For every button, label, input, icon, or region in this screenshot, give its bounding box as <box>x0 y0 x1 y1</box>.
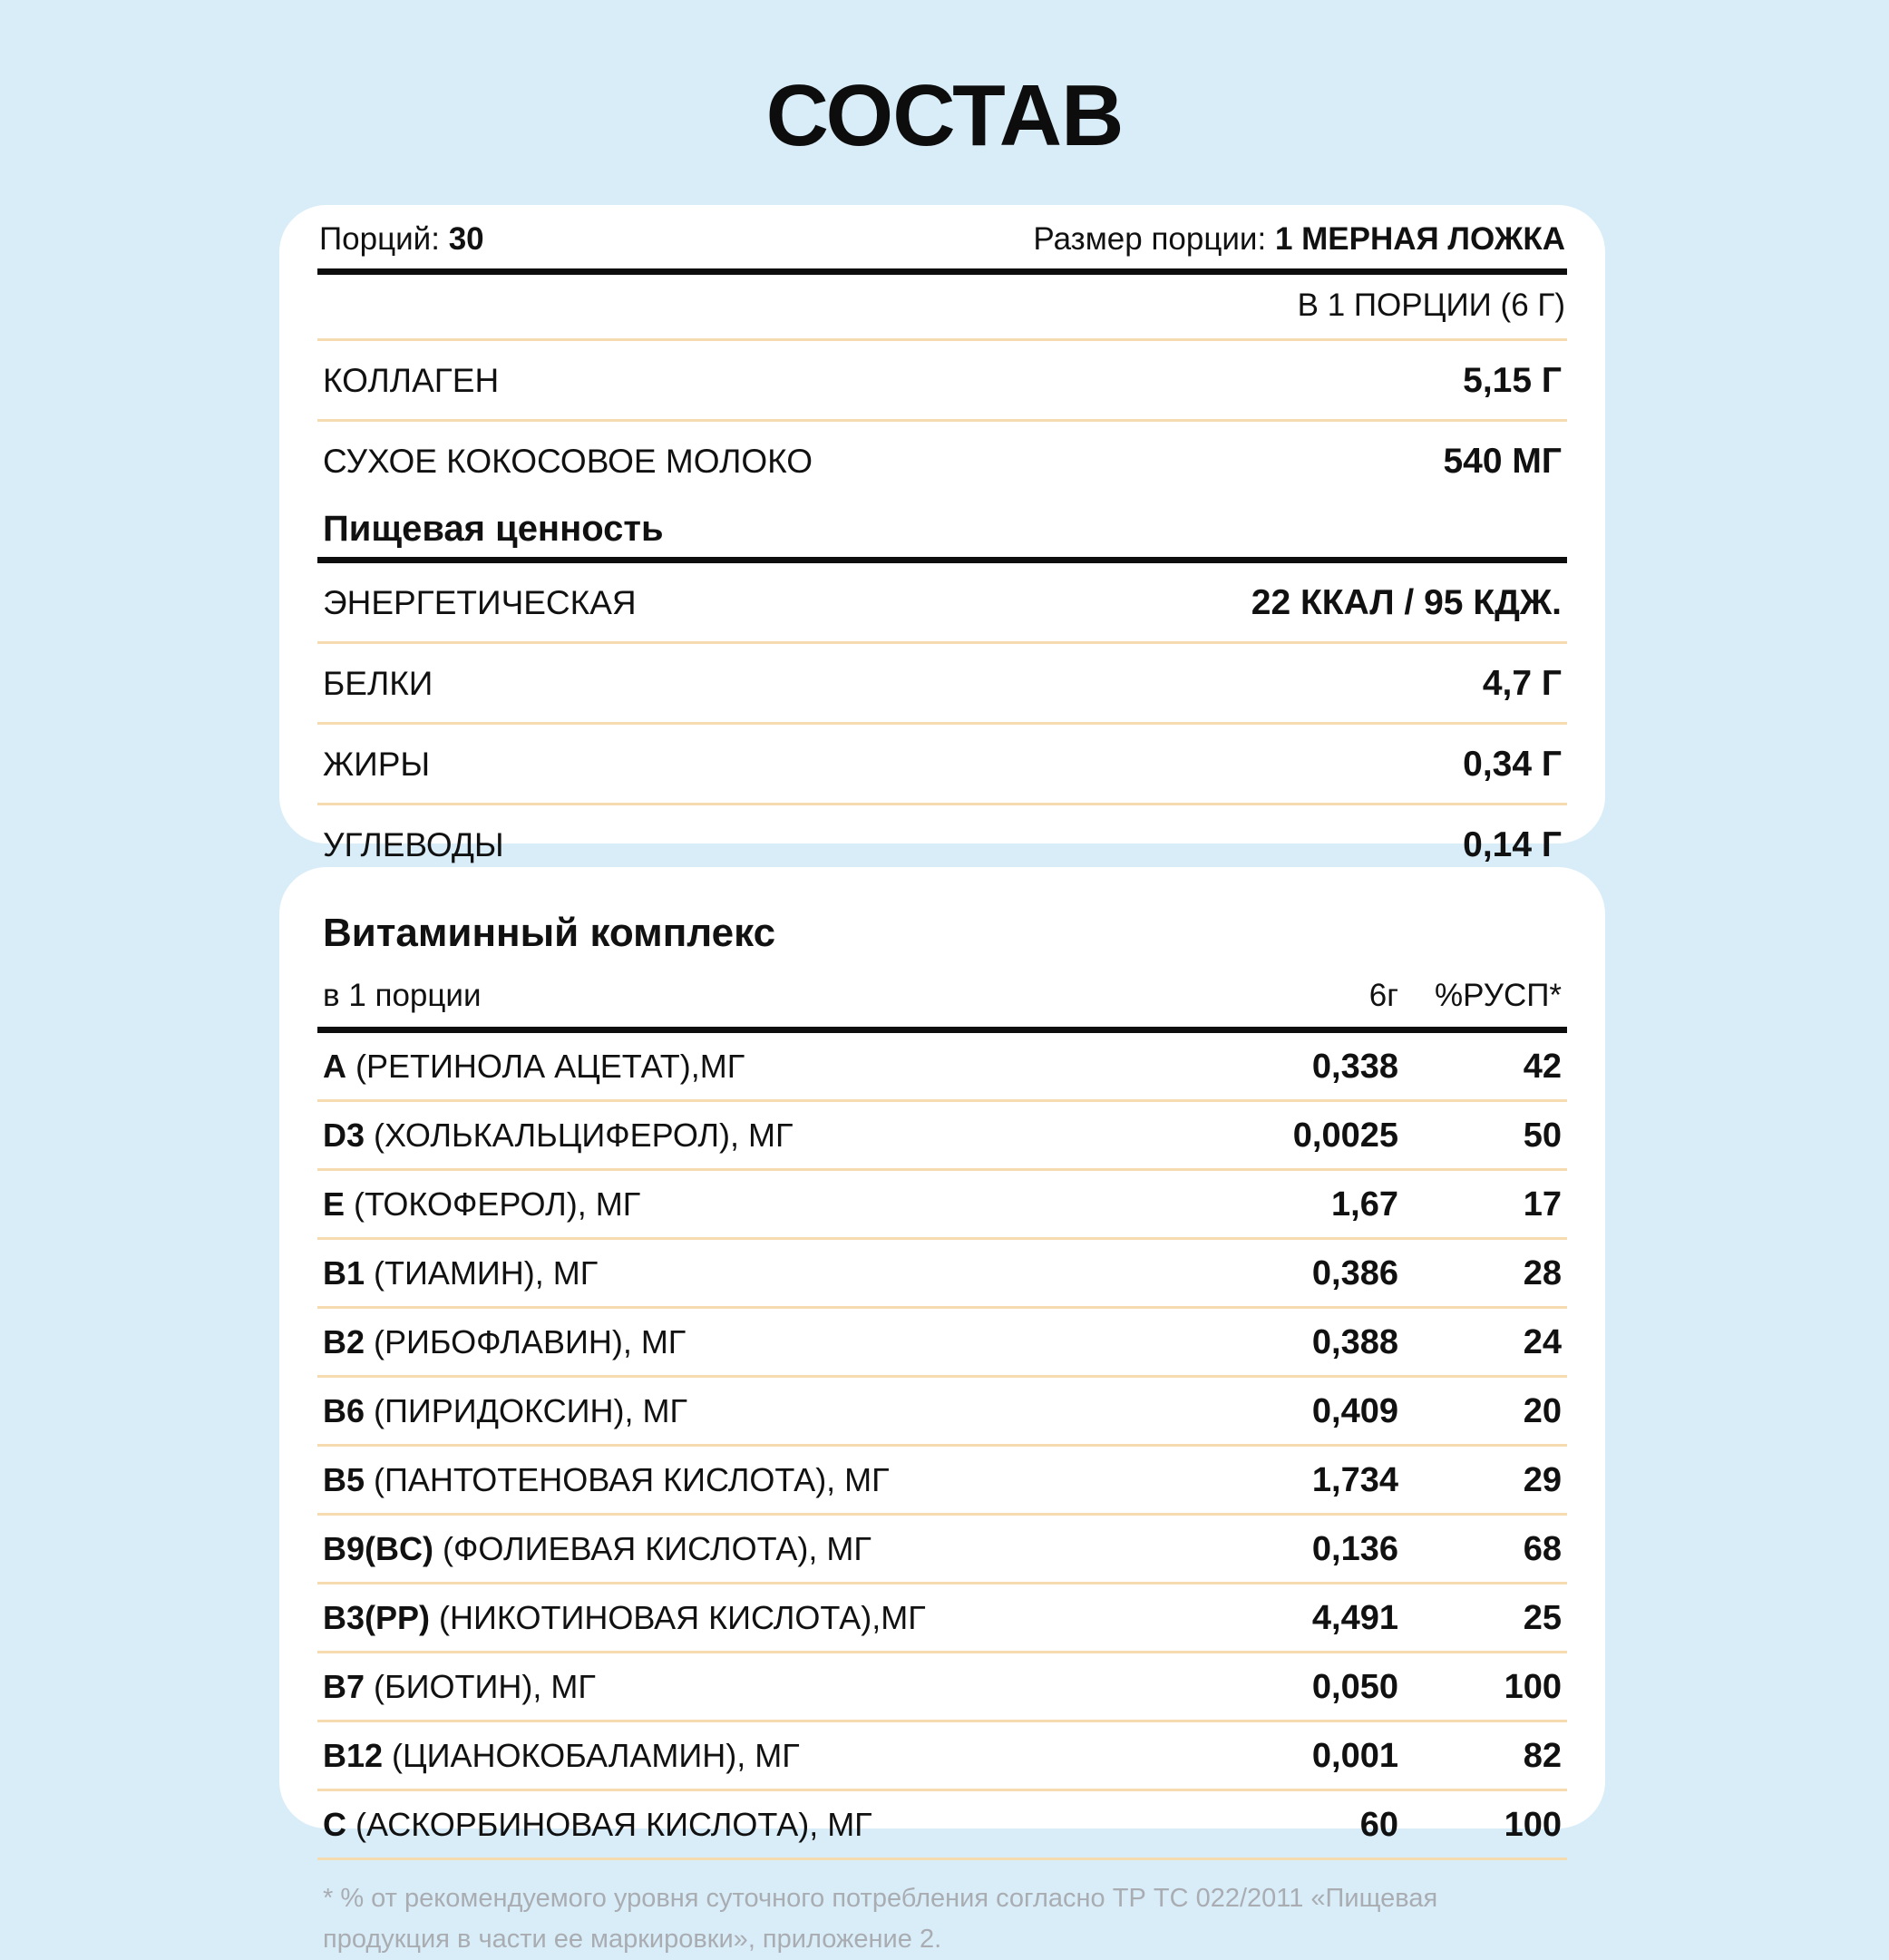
page-title: СОСТАВ <box>765 67 1124 164</box>
vitamin-percent: 24 <box>1523 1323 1562 1361</box>
nutrient-name: БЕЛКИ <box>323 665 433 702</box>
servings-label: Порций: <box>319 221 440 257</box>
vitamin-percent: 29 <box>1523 1461 1562 1499</box>
column-header-percent: %РУСП* <box>1435 978 1562 1013</box>
table-row <box>317 1033 1567 1099</box>
ingredient-amount: 5,15 Г <box>1463 361 1562 400</box>
ingredient-name: СУХОЕ КОКОСОВОЕ МОЛОКО <box>323 443 813 480</box>
vitamin-description: (ПАНТОТЕНОВАЯ КИСЛОТА), МГ <box>365 1461 890 1498</box>
ingredient-name: КОЛЛАГЕН <box>323 362 500 399</box>
servings-per-container <box>319 221 484 258</box>
vitamin-name <box>323 1806 1181 1844</box>
vitamin-percent: 17 <box>1523 1185 1562 1224</box>
vitamin-percent: 100 <box>1504 1668 1562 1706</box>
table-row <box>317 1447 1567 1513</box>
vitamin-code: B2 <box>323 1323 365 1360</box>
table-row <box>317 644 1567 722</box>
vitamin-amount: 4,491 <box>1311 1599 1398 1637</box>
nutrient-amount: 0,14 Г <box>1463 825 1562 864</box>
vitamin-percent: 68 <box>1523 1530 1562 1568</box>
table-row <box>317 1516 1567 1582</box>
table-row <box>317 422 1567 500</box>
vitamin-code: A <box>323 1048 346 1085</box>
nutrient-name: УГЛЕВОДЫ <box>323 826 504 863</box>
table-row <box>317 1585 1567 1651</box>
vitamin-name <box>323 1254 1181 1292</box>
vitamin-complex-card <box>279 867 1605 1954</box>
table-row <box>317 1102 1567 1168</box>
vitamin-amount: 0,338 <box>1311 1048 1398 1086</box>
serving-size-info <box>484 221 1565 258</box>
serving-size-value: 1 МЕРНАЯ ЛОЖКА <box>1274 221 1565 257</box>
vitamin-description: (ФОЛИЕВАЯ КИСЛОТА), МГ <box>433 1530 871 1567</box>
vitamin-name <box>323 1048 1181 1086</box>
vitamin-amount: 1,67 <box>1331 1185 1398 1224</box>
table-row <box>317 1309 1567 1375</box>
vitamin-percent: 20 <box>1523 1392 1562 1430</box>
vitamin-amount: 0,386 <box>1311 1254 1398 1292</box>
nutrient-name: ЖИРЫ <box>323 746 431 783</box>
vitamin-amount: 0,050 <box>1311 1668 1398 1706</box>
table-row <box>317 1653 1567 1720</box>
vitamin-percent: 82 <box>1523 1737 1562 1775</box>
vitamin-code: B6 <box>323 1392 365 1429</box>
vitamin-percent: 100 <box>1504 1806 1562 1844</box>
table-row <box>317 1722 1567 1789</box>
vitamin-name <box>323 1530 1181 1568</box>
vitamin-description: (РИБОФЛАВИН), МГ <box>365 1323 686 1360</box>
vitamin-code: B7 <box>323 1668 365 1705</box>
vitamin-name <box>323 1392 1181 1430</box>
vitamin-code: C <box>323 1806 346 1843</box>
vitamin-name <box>323 1323 1181 1361</box>
vitamin-amount: 60 <box>1359 1806 1398 1844</box>
table-row <box>317 1171 1567 1237</box>
vitamin-complex-heading: Витаминный комплекс <box>323 911 776 955</box>
vitamin-percent: 42 <box>1523 1048 1562 1086</box>
vitamin-name <box>323 1668 1181 1706</box>
vitamin-name <box>323 1185 1181 1224</box>
table-row <box>317 341 1567 419</box>
table-row <box>317 1378 1567 1444</box>
ingredient-amount: 540 МГ <box>1443 442 1562 481</box>
vitamin-percent: 50 <box>1523 1117 1562 1155</box>
vitamin-percent: 25 <box>1523 1599 1562 1637</box>
vitamin-amount: 0,0025 <box>1292 1117 1398 1155</box>
vitamin-amount: 0,136 <box>1311 1530 1398 1568</box>
vitamin-name <box>323 1117 1181 1155</box>
vitamin-description: (ЦИАНОКОБАЛАМИН), МГ <box>383 1737 800 1774</box>
table-row <box>317 725 1567 803</box>
vitamin-description: (БИОТИН), МГ <box>365 1668 596 1705</box>
per-serving-header-row <box>317 275 1567 338</box>
nutrition-facts-card <box>279 205 1605 864</box>
vitamin-amount: 0,409 <box>1311 1392 1398 1430</box>
vitamin-name <box>323 1599 1181 1637</box>
vitamin-amount: 0,388 <box>1311 1323 1398 1361</box>
table-row <box>317 563 1567 641</box>
vitamin-description: (РЕТИНОЛА АЦЕТАТ),МГ <box>346 1048 745 1085</box>
divider-thick <box>317 1027 1567 1033</box>
vitamin-code: E <box>323 1185 346 1223</box>
servings-value: 30 <box>448 221 484 257</box>
vitamin-table-header <box>317 972 1567 1027</box>
column-header-amount: 6г <box>1368 978 1398 1013</box>
nutrition-value-heading: Пищевая ценность <box>323 509 664 549</box>
vitamin-description: (АСКОРБИНОВАЯ КИСЛОТА), МГ <box>346 1806 872 1843</box>
vitamin-code: B3(PP) <box>323 1599 431 1636</box>
per-serving-header: В 1 ПОРЦИИ (6 Г) <box>1297 288 1565 323</box>
vitamin-description: (ХОЛЬКАЛЬЦИФЕРОЛ), МГ <box>365 1117 794 1154</box>
vitamin-description: (ТОКОФЕРОЛ), МГ <box>345 1185 641 1223</box>
divider-thick <box>317 557 1567 563</box>
serving-size-label: Размер порции: <box>1033 221 1267 257</box>
vitamin-amount: 1,734 <box>1311 1461 1398 1499</box>
vitamin-name <box>323 1461 1181 1499</box>
vitamin-code: B5 <box>323 1461 365 1498</box>
vitamin-code: B1 <box>323 1254 365 1292</box>
column-header-label: в 1 порции <box>323 978 482 1013</box>
vitamin-amount: 0,001 <box>1311 1737 1398 1775</box>
serving-info-row <box>317 205 1567 268</box>
vitamin-description: (ТИАМИН), МГ <box>365 1254 599 1292</box>
footnote-text: * % от рекомендуемого уровня суточного потребления согласно ТР ТС 022/2011 «Пищевая продукция в части ее маркировки», приложение 2. <box>323 1884 1438 1954</box>
vitamin-description: (НИКОТИНОВАЯ КИСЛОТА),МГ <box>430 1599 926 1636</box>
nutrient-amount: 4,7 Г <box>1482 664 1562 703</box>
vitamin-description: (ПИРИДОКСИН), МГ <box>365 1392 687 1429</box>
nutrient-name: ЭНЕРГЕТИЧЕСКАЯ <box>323 584 637 621</box>
nutrient-amount: 22 ККАЛ / 95 КДЖ. <box>1251 583 1562 622</box>
vitamin-percent: 28 <box>1523 1254 1562 1292</box>
divider-thick <box>317 268 1567 275</box>
vitamin-name <box>323 1737 1181 1775</box>
vitamin-code: B12 <box>323 1737 384 1774</box>
nutrient-amount: 0,34 Г <box>1463 745 1562 784</box>
vitamin-code: D3 <box>323 1117 365 1154</box>
table-row <box>317 1240 1567 1306</box>
vitamin-code: B9(BC) <box>323 1530 433 1567</box>
table-row <box>317 1791 1567 1858</box>
